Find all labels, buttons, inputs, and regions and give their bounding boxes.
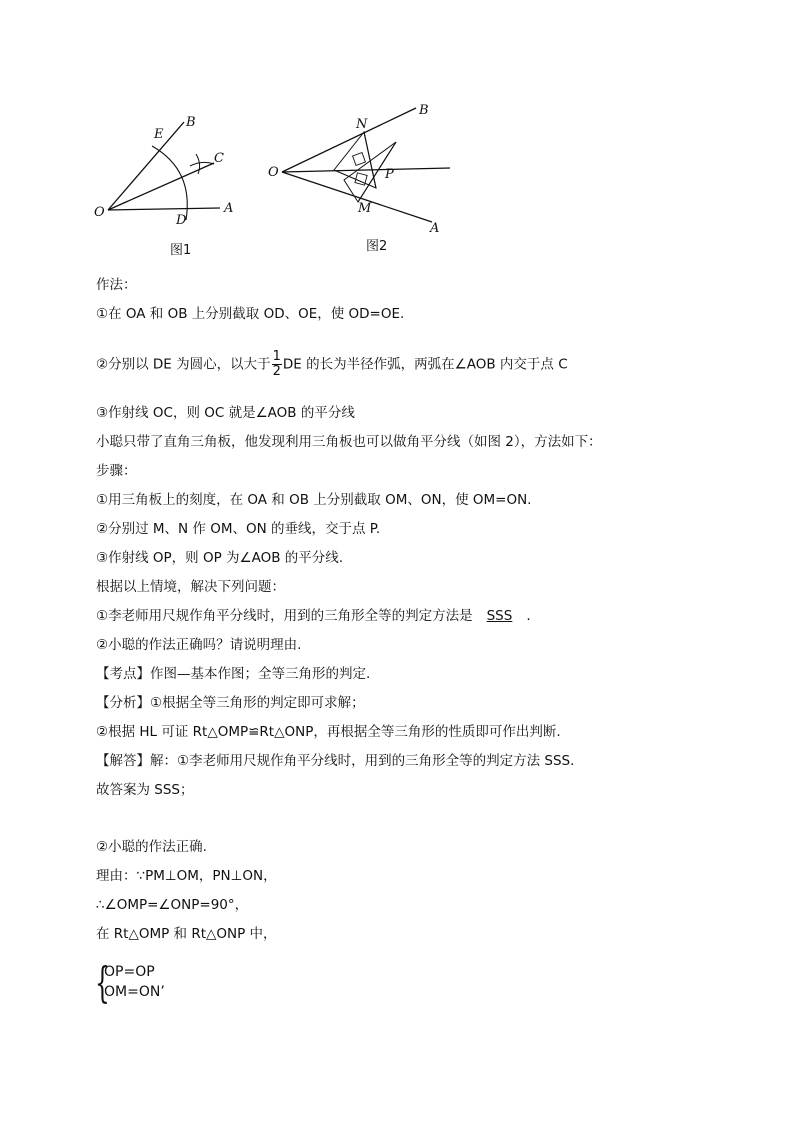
figure-2	[264, 98, 460, 258]
step-1: ①在 OA 和 OB 上分别截取 OD、OE，使 OD=OE.	[96, 306, 405, 322]
label-O: O	[94, 205, 105, 220]
system-line-2-text: OM=ON	[104, 984, 161, 1000]
system-comma: ’	[160, 984, 165, 1000]
reason: 理由：∵PM⊥OM，PN⊥ON，	[96, 868, 277, 884]
intro-xiaocong: 小聪只带了直角三角板，他发现利用三角板也可以做角平分线（如图 2），方法如下：	[96, 434, 602, 450]
label-E: E	[154, 127, 164, 142]
label-O: O	[268, 165, 279, 180]
system-brace: {	[95, 958, 110, 1007]
fenxi-2: ②根据 HL 可证 Rt△OMP≌Rt△ONP，再根据全等三角形的性质即可作出判断.	[96, 724, 561, 740]
system-line-2	[104, 984, 165, 1000]
xc-step-2: ②分别过 M、N 作 OM、ON 的垂线，交于点 P.	[96, 521, 381, 537]
jieda: 【解答】解：①李老师用尺规作角平分线时，用到的三角形全等的判定方法 SSS.	[96, 753, 575, 769]
question-1-end: .	[526, 608, 531, 624]
fraction-denominator: 2	[272, 364, 281, 379]
step-3: ③作射线 OC，则 OC 就是∠AOB 的平分线	[96, 405, 355, 421]
label-B: B	[186, 115, 196, 130]
question-2: ②小聪的作法正确吗？请说明理由.	[96, 637, 302, 653]
figure-1	[92, 108, 260, 263]
xc-step-1: ①用三角板上的刻度，在 OA 和 OB 上分别截取 OM、ON，使 OM=ON.	[96, 492, 532, 508]
label-A: A	[224, 201, 234, 216]
fraction-numerator: 1	[272, 349, 281, 364]
steps-heading: 步骤：	[96, 463, 137, 479]
figure-1-caption: 图1	[170, 243, 192, 258]
step-2-text-b: DE 的长为半径作弧，两弧在∠AOB 内交于点 C	[282, 356, 568, 373]
label-D: D	[176, 213, 187, 228]
label-P: P	[385, 167, 394, 182]
step-2-text-a: ②分别以 DE 为圆心，以大于	[96, 356, 271, 373]
xc-step-3: ③作射线 OP，则 OP 为∠AOB 的平分线.	[96, 550, 344, 566]
figure-2-caption: 图2	[366, 239, 388, 254]
kaodian: 【考点】作图—基本作图；全等三角形的判定.	[96, 666, 371, 682]
step-2	[96, 350, 568, 379]
method-heading: 作法：	[96, 277, 137, 293]
fraction-one-half	[272, 350, 282, 379]
system-line-1: OP=OP	[104, 964, 155, 980]
label-M: M	[358, 201, 372, 216]
answer-sss: 故答案为 SSS；	[96, 782, 194, 798]
solution-2: ②小聪的作法正确.	[96, 839, 207, 855]
question-intro: 根据以上情境，解决下列问题：	[96, 579, 285, 595]
label-A: A	[430, 221, 440, 236]
in-triangles: 在 Rt△OMP 和 Rt△ONP 中，	[96, 926, 277, 942]
question-1	[96, 607, 531, 625]
angles-equal: ∴∠OMP=∠ONP=90°，	[96, 897, 249, 913]
label-B: B	[419, 103, 429, 118]
label-N: N	[356, 117, 368, 132]
label-C: C	[214, 151, 224, 166]
fenxi: 【分析】①根据全等三角形的判定即可求解；	[96, 695, 365, 711]
question-1-text: ①李老师用尺规作角平分线时，用到的三角形全等的判定方法是	[96, 608, 473, 624]
answer-blank: SSS	[486, 608, 513, 624]
